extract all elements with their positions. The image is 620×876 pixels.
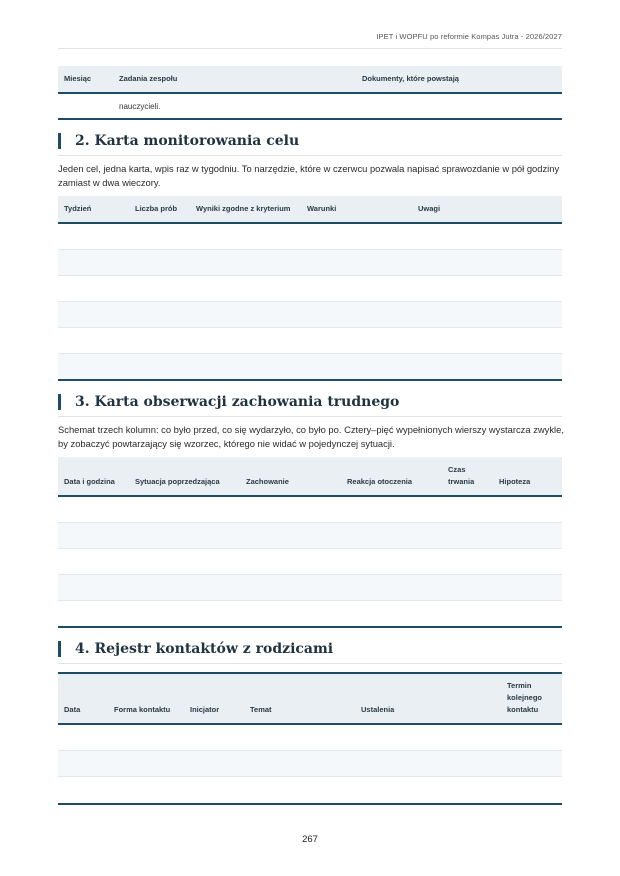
column-header: Termin kolejnego kontaktu	[507, 681, 543, 714]
table-row	[58, 574, 562, 600]
section-paragraph: Jeden cel, jedna karta, wpis raz w tygodniu. To narzędzie, które w czerwcu pozwala napisać sprawozdanie w pół godziny zamiast w dwa wieczory.	[58, 163, 560, 188]
column-header: Hipoteza	[499, 477, 531, 486]
section-heading: 4. Rejestr kontaktów z rodzicami	[58, 641, 562, 657]
column-header: Forma kontaktu	[114, 705, 171, 714]
table-row	[58, 776, 562, 802]
table-row	[58, 353, 562, 379]
table-cell	[356, 93, 562, 119]
table-row	[58, 724, 562, 750]
column-header: Liczba prób	[135, 204, 178, 213]
table-row	[58, 327, 562, 353]
continuation-table	[58, 66, 562, 119]
column-header: Data i godzina	[64, 477, 115, 486]
goal-monitoring-table	[58, 196, 562, 379]
table-row	[58, 301, 562, 327]
table-row	[58, 600, 562, 626]
table-bottom-rule	[58, 803, 562, 805]
table-bottom-rule	[58, 626, 562, 628]
page-number: 267	[302, 834, 318, 845]
column-header: Tydzień	[64, 204, 92, 213]
section-rule	[58, 663, 562, 664]
section-rule	[58, 416, 562, 417]
column-header: Data	[64, 705, 81, 714]
table-bottom-rule	[58, 379, 562, 381]
table-row	[58, 750, 562, 776]
table-cell: nauczycieli.	[119, 102, 161, 111]
column-header: Uwagi	[418, 204, 441, 213]
running-head: IPET i WOPFU po reformie Kompas Jutra - 2026/2027	[376, 32, 562, 41]
column-header: Zachowanie	[246, 477, 289, 486]
column-header: Wyniki zgodne z kryterium	[196, 204, 291, 213]
table-row	[58, 548, 562, 574]
table-row	[58, 93, 562, 119]
column-header: Sytuacja poprzedzająca	[135, 477, 220, 486]
column-header: Inicjator	[190, 705, 220, 714]
table-row	[58, 223, 562, 249]
table-cell	[58, 93, 113, 119]
table-bottom-rule	[58, 118, 562, 120]
column-header: Zadania zespołu	[119, 74, 178, 83]
column-header: Reakcja otoczenia	[347, 477, 413, 486]
parent-contacts-table	[58, 674, 562, 802]
header-rule	[58, 48, 562, 49]
table-row	[58, 522, 562, 548]
table-row	[58, 496, 562, 522]
column-header: Dokumenty, które powstają	[362, 74, 459, 83]
column-header: Ustalenia	[361, 705, 395, 714]
behavior-observation-table	[58, 457, 562, 626]
section-heading: 2. Karta monitorowania celu	[58, 133, 562, 149]
section-rule	[58, 155, 562, 156]
column-header: Warunki	[307, 204, 337, 213]
column-header: Miesiąc	[64, 74, 92, 83]
column-header: Czas trwania	[448, 465, 475, 486]
section-heading: 3. Karta obserwacji zachowania trudnego	[58, 394, 562, 410]
column-header: Temat	[250, 705, 272, 714]
table-row	[58, 249, 562, 275]
section-paragraph: Schemat trzech kolumn: co było przed, co się wydarzyło, co było po. Cztery–pięć wypełnionych wierszy wystarcza zwykle, by zobaczyć powtarzający się wzorzec, którego nie widać w pojedynczej sytuacji.	[58, 424, 564, 449]
table-row	[58, 275, 562, 301]
